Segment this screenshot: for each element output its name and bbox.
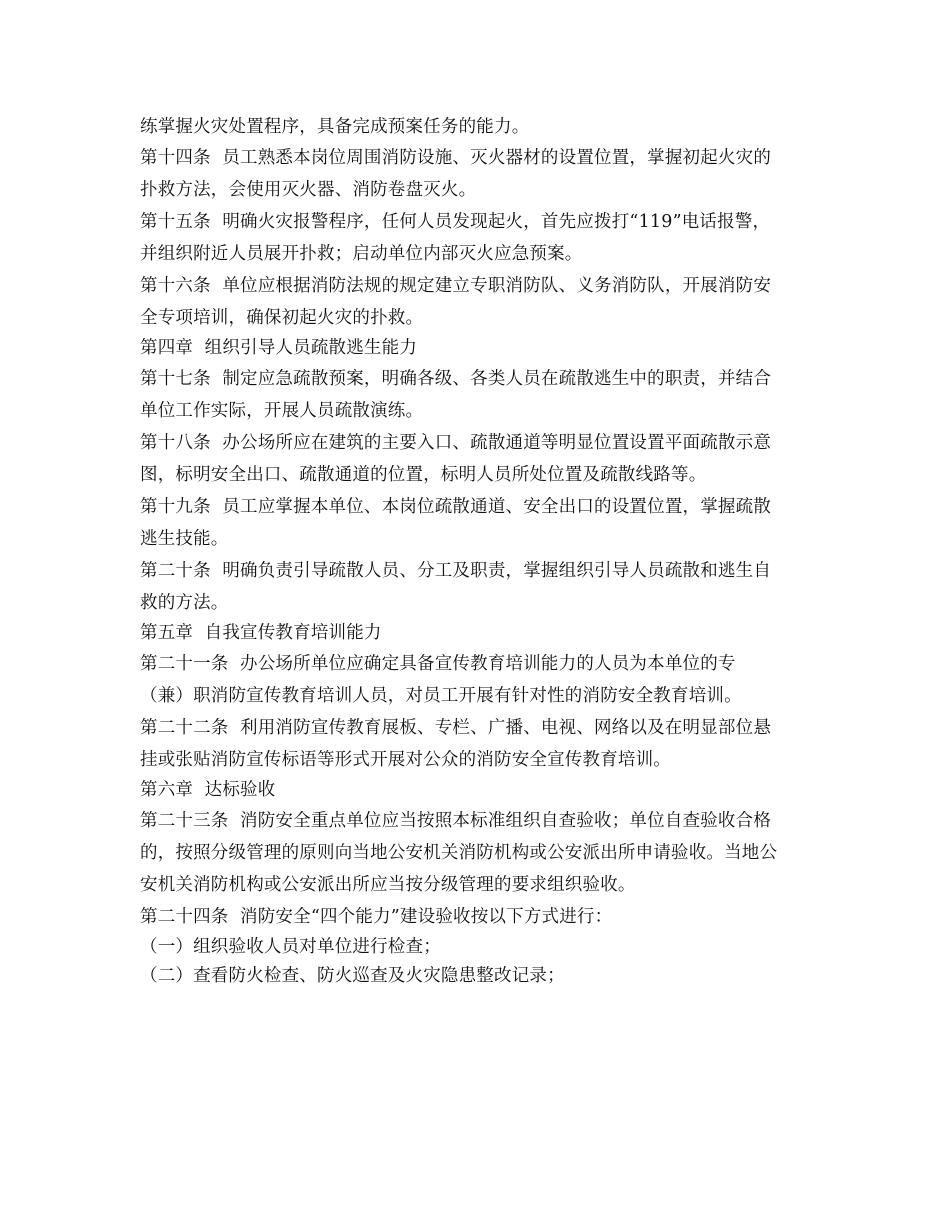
list-item: （二）查看防火检查、防火巡查及火灾隐患整改记录； [140, 966, 565, 986]
text-line: 扑救方法，会使用灭火器、消防卷盘灭火。 [140, 180, 477, 200]
text-line: 单位工作实际，开展人员疏散演练。 [140, 401, 424, 421]
text-line: 图，标明安全出口、疏散通道的位置，标明人员所处位置及疏散线路等。 [140, 465, 707, 485]
text-line: 的，按照分级管理的原则向当地公安机关消防机构或公安派出所申请验收。当地公 [140, 843, 778, 863]
text-line: 挂或张贴消防宣传标语等形式开展对公众的消防安全宣传教育培训。 [140, 750, 671, 770]
chapter-5-heading: 第五章 自我宣传教育培训能力 [140, 623, 382, 643]
article-20-line: 第二十条 明确负责引导疏散人员、分工及职责，掌握组织引导人员疏散和逃生自 [140, 561, 772, 581]
chapter-6-heading: 第六章 达标验收 [140, 780, 276, 800]
text-line: 并组织附近人员展开扑救；启动单位内部灭火应急预案。 [140, 244, 583, 264]
article-24-line: 第二十四条 消防安全“四个能力”建设验收按以下方式进行： [140, 907, 613, 927]
article-14-line: 第十四条 员工熟悉本岗位周围消防设施、灭火器材的设置位置，掌握初起火灾的 [140, 148, 772, 168]
text-line: （兼）职消防宣传教育培训人员，对员工开展有针对性的消防安全教育培训。 [140, 686, 742, 706]
article-18-line: 第十八条 办公场所应在建筑的主要入口、疏散通道等明显位置设置平面疏散示意 [140, 433, 772, 453]
text-line: 救的方法。 [140, 593, 229, 613]
article-21-line: 第二十一条 办公场所单位应确定具备宣传教育培训能力的人员为本单位的专 [140, 654, 736, 674]
article-16-line: 第十六条 单位应根据消防法规的规定建立专职消防队、义务消防队，开展消防安 [140, 276, 772, 296]
chapter-4-heading: 第四章 组织引导人员疏散逃生能力 [140, 338, 418, 358]
document-body [140, 113, 812, 991]
text-line: 安机关消防机构或公安派出所应当按分级管理的要求组织验收。 [140, 875, 636, 895]
article-22-line: 第二十二条 利用消防宣传教育展板、专栏、广播、电视、网络以及在明显部位悬 [140, 718, 772, 738]
text-line: 练掌握火灾处置程序，具备完成预案任务的能力。 [140, 117, 530, 137]
article-23-line: 第二十三条 消防安全重点单位应当按照本标准组织自查验收；单位自查验收合格 [140, 811, 772, 831]
article-15-line: 第十五条 明确火灾报警程序，任何人员发现起火，首先应拨打“119”电话报警， [140, 212, 771, 232]
article-19-line: 第十九条 员工应掌握本单位、本岗位疏散通道、安全出口的设置位置，掌握疏散 [140, 497, 772, 517]
list-item: （一）组织验收人员对单位进行检查； [140, 937, 441, 957]
text-line: 逃生技能。 [140, 529, 229, 549]
text-line: 全专项培训，确保初起火灾的扑救。 [140, 308, 424, 328]
article-17-line: 第十七条 制定应急疏散预案，明确各级、各类人员在疏散逃生中的职责，并结合 [140, 369, 772, 389]
